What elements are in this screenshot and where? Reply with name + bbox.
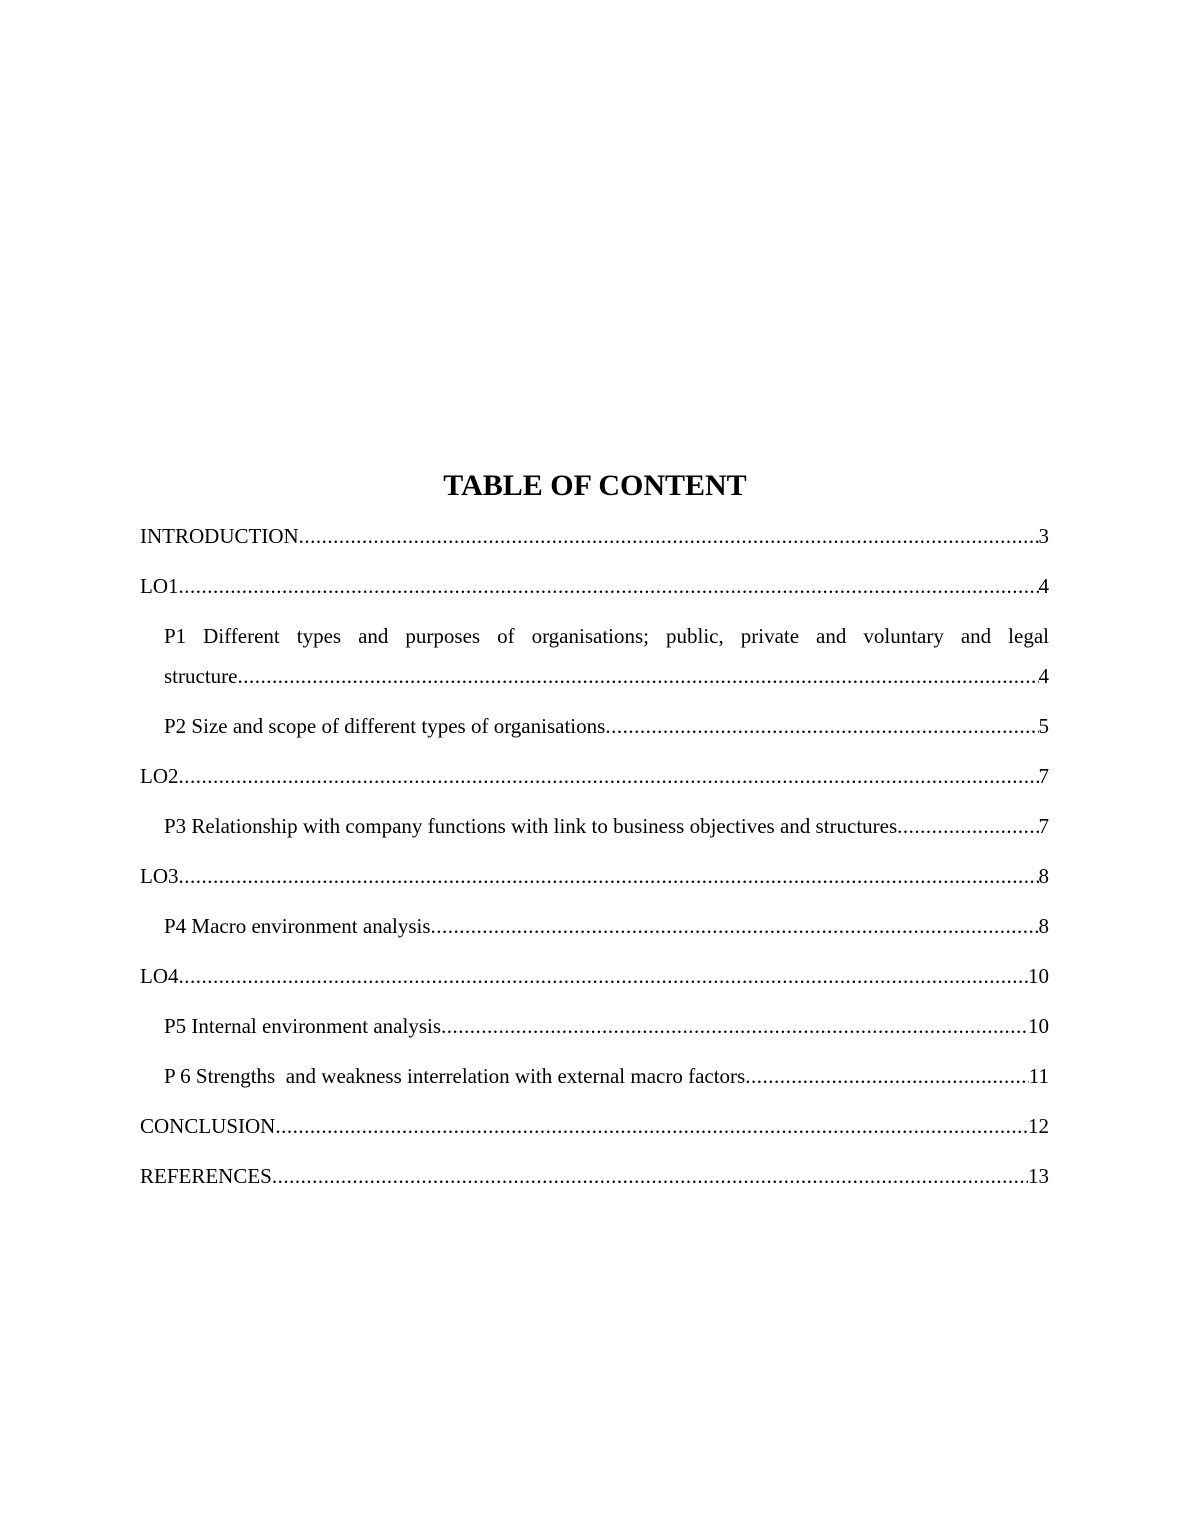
dot-leader: [605, 706, 1038, 746]
toc-page-number: 5: [1038, 714, 1049, 738]
toc-entry-label: CONCLUSION: [140, 1114, 276, 1138]
toc-entry-lo3[interactable]: [140, 856, 1049, 896]
dot-leader: [179, 856, 1039, 896]
dot-leader: [299, 516, 1039, 556]
toc-entry-p4[interactable]: [164, 906, 1049, 946]
toc-page-number: 10: [1028, 1014, 1049, 1038]
toc-entry-label: P 6 Strengths and weakness interrelation with external macro factors: [164, 1064, 746, 1088]
toc-entry-label: P5 Internal environment analysis: [164, 1014, 442, 1038]
dot-leader: [745, 1056, 1029, 1096]
dot-leader: [897, 806, 1038, 846]
toc-entry-label: LO1: [140, 574, 179, 598]
toc-entry-conclusion[interactable]: [140, 1106, 1049, 1146]
toc-entry-lo4[interactable]: [140, 956, 1049, 996]
toc-entry-label: REFERENCES: [140, 1164, 272, 1188]
dot-leader: [179, 566, 1039, 606]
toc-page-number: 4: [1038, 574, 1049, 598]
toc-page-number: 11: [1028, 1064, 1049, 1088]
toc-entry-p3[interactable]: [164, 806, 1049, 846]
toc-entry-p6[interactable]: [164, 1056, 1049, 1096]
toc-page-number: 10: [1028, 964, 1049, 988]
toc-entry-label: LO2: [140, 764, 179, 788]
toc-entry-label: LO4: [140, 964, 179, 988]
dot-leader: [272, 1156, 1028, 1196]
toc-page-number: 8: [1038, 914, 1049, 938]
dot-leader: [441, 1006, 1028, 1046]
toc-page-number: 12: [1028, 1114, 1049, 1138]
dot-leader: [179, 956, 1029, 996]
toc-entry-label: INTRODUCTION: [140, 524, 299, 548]
toc-entry-label: P2 Size and scope of different types of organisations: [164, 714, 606, 738]
table-of-contents: [140, 516, 1049, 1206]
toc-entry-p2[interactable]: [164, 706, 1049, 746]
dot-leader: [275, 1106, 1028, 1146]
toc-entry-label: P3 Relationship with company functions with link to business objectives and structures: [164, 814, 898, 838]
toc-page-number: 4: [1038, 664, 1049, 688]
toc-entry-lo2[interactable]: [140, 756, 1049, 796]
toc-page-number: 8: [1038, 864, 1049, 888]
dot-leader: [431, 906, 1039, 946]
toc-entry-introduction[interactable]: [140, 516, 1049, 556]
toc-entry-label: LO3: [140, 864, 179, 888]
toc-entry-label-line1: P1 Different types and purposes of organisations; public, private and voluntary and legal: [164, 624, 1049, 648]
toc-entry-references[interactable]: [140, 1156, 1049, 1196]
toc-entry-p5[interactable]: [164, 1006, 1049, 1046]
toc-page-number: 7: [1038, 814, 1049, 838]
toc-entry-p1[interactable]: [164, 616, 1049, 696]
toc-page-number: 13: [1028, 1164, 1049, 1188]
dot-leader: [179, 756, 1039, 796]
toc-title: TABLE OF CONTENT: [443, 469, 747, 502]
toc-page-number: 7: [1038, 764, 1049, 788]
toc-page-number: 3: [1038, 524, 1049, 548]
dot-leader: [237, 656, 1038, 696]
toc-entry-label-line2: structure: [164, 664, 238, 688]
toc-entry-label: P4 Macro environment analysis: [164, 914, 431, 938]
toc-entry-lo1[interactable]: [140, 566, 1049, 606]
